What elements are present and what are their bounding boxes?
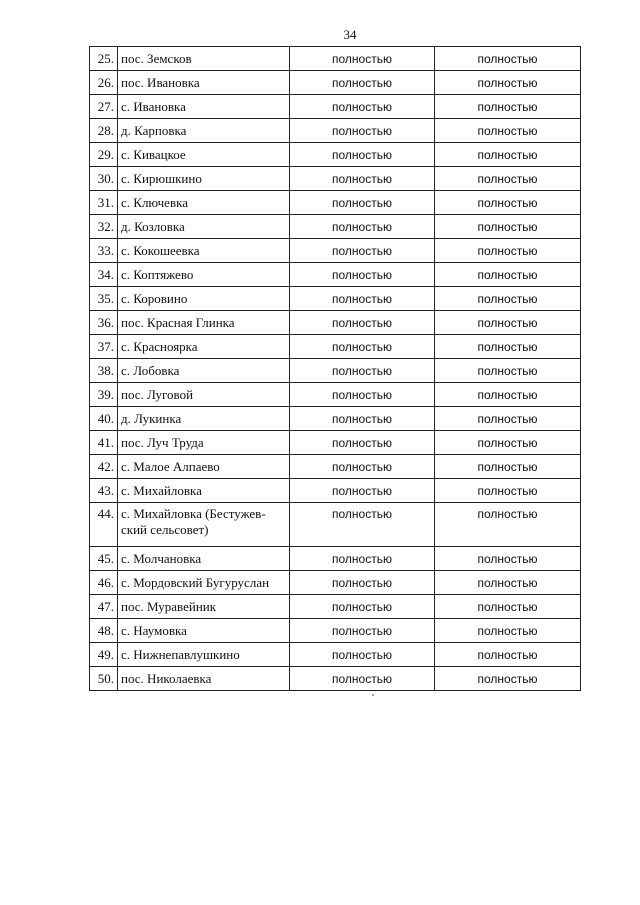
settlement-name: с. Кирюшкино — [118, 167, 290, 191]
table-body — [90, 47, 581, 691]
table-row — [90, 143, 581, 167]
settlement-name: с. Кокошеевка — [118, 239, 290, 263]
table-row — [90, 335, 581, 359]
settlement-name: с. Коптяжево — [118, 263, 290, 287]
status-cell-2: полностью — [435, 47, 581, 71]
settlement-name: с. Мордовский Бугуруслан — [118, 571, 290, 595]
status-cell-2: полностью — [435, 619, 581, 643]
row-number: 38. — [90, 359, 118, 383]
scan-speck — [372, 694, 374, 696]
table-row — [90, 191, 581, 215]
status-cell-2: полностью — [435, 167, 581, 191]
status-cell-1: полностью — [290, 95, 435, 119]
row-number: 26. — [90, 71, 118, 95]
status-cell-2: полностью — [435, 431, 581, 455]
table-row — [90, 619, 581, 643]
row-number: 27. — [90, 95, 118, 119]
table-row — [90, 667, 581, 691]
table-row — [90, 119, 581, 143]
status-cell-2: полностью — [435, 479, 581, 503]
settlement-name: с. Красноярка — [118, 335, 290, 359]
status-cell-1: полностью — [290, 455, 435, 479]
settlement-name: с. Коровино — [118, 287, 290, 311]
row-number: 41. — [90, 431, 118, 455]
status-cell-1: полностью — [290, 667, 435, 691]
row-number: 44. — [90, 503, 118, 547]
status-cell-1: полностью — [290, 643, 435, 667]
row-number: 34. — [90, 263, 118, 287]
settlement-name: пос. Луч Труда — [118, 431, 290, 455]
settlement-name: с. Михайловка (Бестужев-ский сельсовет) — [118, 503, 290, 547]
row-number: 40. — [90, 407, 118, 431]
settlement-name: с. Ключевка — [118, 191, 290, 215]
row-number: 25. — [90, 47, 118, 71]
row-number: 37. — [90, 335, 118, 359]
settlement-name: с. Молчановка — [118, 547, 290, 571]
status-cell-1: полностью — [290, 359, 435, 383]
table-row — [90, 547, 581, 571]
status-cell-2: полностью — [435, 95, 581, 119]
status-cell-2: полностью — [435, 643, 581, 667]
row-number: 35. — [90, 287, 118, 311]
row-number: 50. — [90, 667, 118, 691]
settlement-name: пос. Муравейник — [118, 595, 290, 619]
status-cell-2: полностью — [435, 503, 581, 547]
table-row — [90, 431, 581, 455]
status-cell-2: полностью — [435, 335, 581, 359]
status-cell-1: полностью — [290, 143, 435, 167]
settlement-name: пос. Николаевка — [118, 667, 290, 691]
status-cell-2: полностью — [435, 263, 581, 287]
status-cell-1: полностью — [290, 383, 435, 407]
table-row — [90, 263, 581, 287]
status-cell-2: полностью — [435, 71, 581, 95]
status-cell-1: полностью — [290, 167, 435, 191]
row-number: 39. — [90, 383, 118, 407]
status-cell-1: полностью — [290, 431, 435, 455]
row-number: 47. — [90, 595, 118, 619]
table-row — [90, 167, 581, 191]
status-cell-2: полностью — [435, 383, 581, 407]
row-number: 46. — [90, 571, 118, 595]
status-cell-2: полностью — [435, 547, 581, 571]
settlement-name: с. Нижнепавлушкино — [118, 643, 290, 667]
row-number: 48. — [90, 619, 118, 643]
settlement-name: с. Михайловка — [118, 479, 290, 503]
settlement-name: пос. Красная Глинка — [118, 311, 290, 335]
status-cell-2: полностью — [435, 191, 581, 215]
settlement-name: пос. Земсков — [118, 47, 290, 71]
status-cell-1: полностью — [290, 595, 435, 619]
table-row — [90, 71, 581, 95]
settlement-name: с. Наумовка — [118, 619, 290, 643]
status-cell-2: полностью — [435, 407, 581, 431]
settlement-name: д. Лукинка — [118, 407, 290, 431]
table-row — [90, 95, 581, 119]
table-row — [90, 359, 581, 383]
table-row — [90, 407, 581, 431]
status-cell-2: полностью — [435, 119, 581, 143]
status-cell-1: полностью — [290, 547, 435, 571]
settlement-name: д. Карповка — [118, 119, 290, 143]
row-number: 29. — [90, 143, 118, 167]
status-cell-2: полностью — [435, 595, 581, 619]
status-cell-1: полностью — [290, 119, 435, 143]
table-row — [90, 287, 581, 311]
settlements-table — [89, 46, 581, 691]
status-cell-2: полностью — [435, 455, 581, 479]
status-cell-2: полностью — [435, 215, 581, 239]
status-cell-1: полностью — [290, 71, 435, 95]
settlement-name: д. Козловка — [118, 215, 290, 239]
settlement-name: с. Кивацкое — [118, 143, 290, 167]
status-cell-1: полностью — [290, 47, 435, 71]
row-number: 43. — [90, 479, 118, 503]
status-cell-1: полностью — [290, 311, 435, 335]
status-cell-2: полностью — [435, 571, 581, 595]
status-cell-2: полностью — [435, 667, 581, 691]
row-number: 42. — [90, 455, 118, 479]
row-number: 36. — [90, 311, 118, 335]
table-row — [90, 571, 581, 595]
row-number: 45. — [90, 547, 118, 571]
status-cell-1: полностью — [290, 571, 435, 595]
table-row — [90, 503, 581, 547]
status-cell-1: полностью — [290, 191, 435, 215]
page-number: 34 — [343, 27, 357, 42]
table-row — [90, 479, 581, 503]
status-cell-2: полностью — [435, 143, 581, 167]
table-row — [90, 239, 581, 263]
table-row — [90, 311, 581, 335]
status-cell-2: полностью — [435, 311, 581, 335]
settlement-name: с. Ивановка — [118, 95, 290, 119]
table-row — [90, 215, 581, 239]
row-number: 32. — [90, 215, 118, 239]
status-cell-1: полностью — [290, 407, 435, 431]
settlement-name: с. Малое Алпаево — [118, 455, 290, 479]
table-row — [90, 595, 581, 619]
settlement-name: пос. Луговой — [118, 383, 290, 407]
status-cell-2: полностью — [435, 239, 581, 263]
settlement-name: пос. Ивановка — [118, 71, 290, 95]
status-cell-1: полностью — [290, 215, 435, 239]
status-cell-1: полностью — [290, 479, 435, 503]
table-row — [90, 47, 581, 71]
table-row — [90, 383, 581, 407]
row-number: 30. — [90, 167, 118, 191]
row-number: 28. — [90, 119, 118, 143]
settlement-name: с. Лобовка — [118, 359, 290, 383]
row-number: 33. — [90, 239, 118, 263]
status-cell-1: полностью — [290, 287, 435, 311]
status-cell-1: полностью — [290, 619, 435, 643]
table-row — [90, 643, 581, 667]
status-cell-1: полностью — [290, 239, 435, 263]
status-cell-1: полностью — [290, 503, 435, 547]
status-cell-2: полностью — [435, 359, 581, 383]
status-cell-2: полностью — [435, 287, 581, 311]
row-number: 49. — [90, 643, 118, 667]
status-cell-1: полностью — [290, 263, 435, 287]
row-number: 31. — [90, 191, 118, 215]
status-cell-1: полностью — [290, 335, 435, 359]
table-row — [90, 455, 581, 479]
